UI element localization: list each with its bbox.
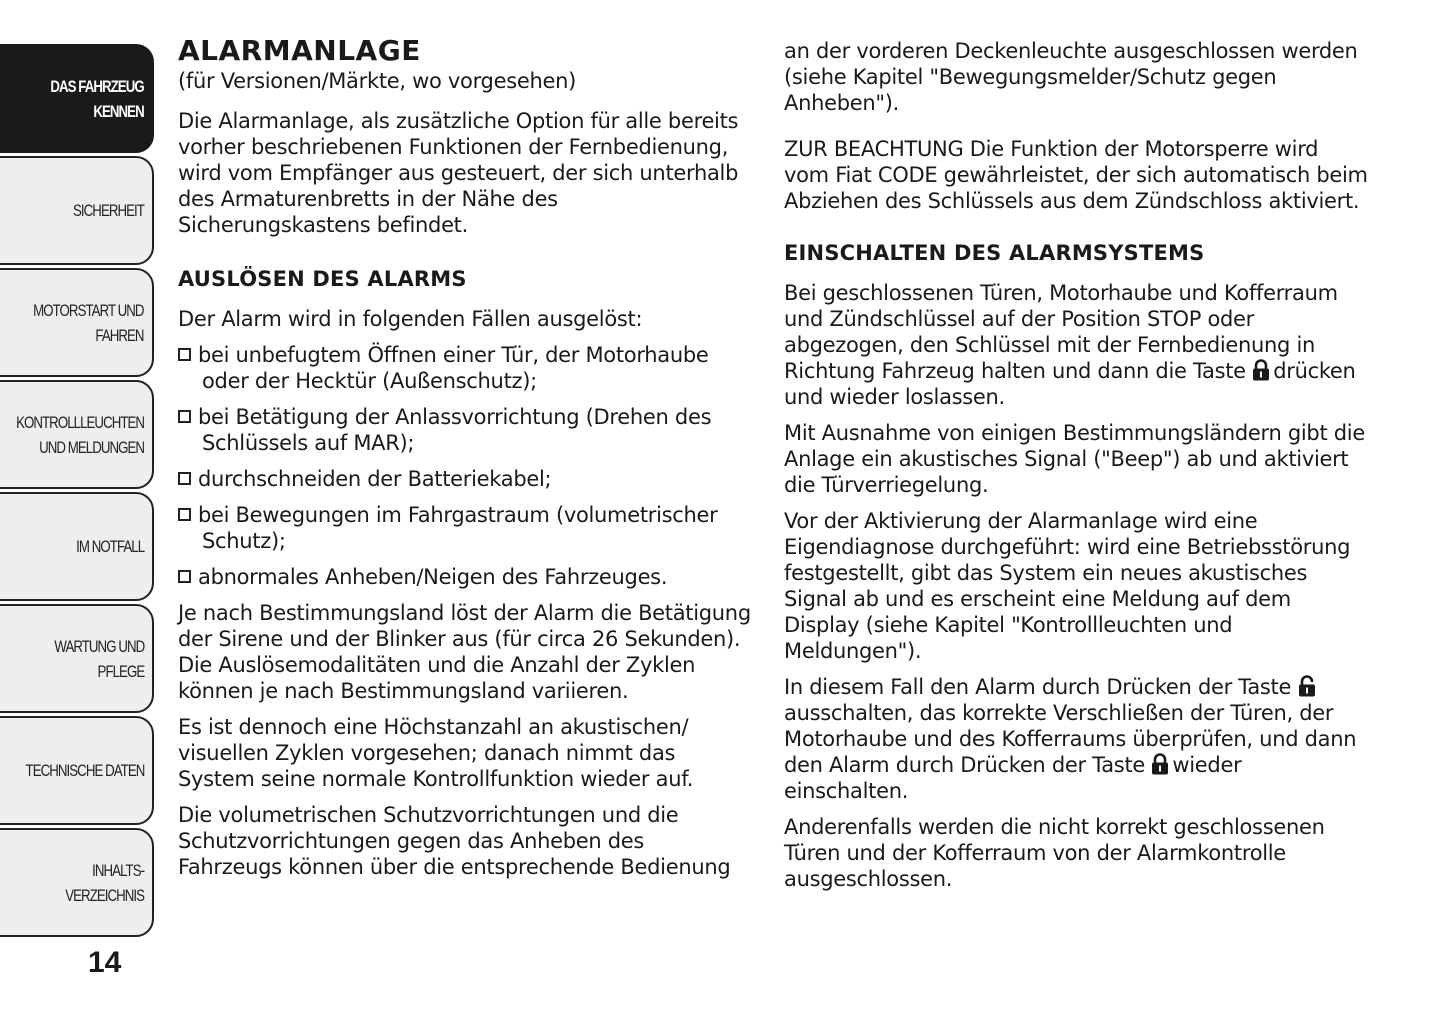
paragraph-continuation: an der vorderen Deckenleuchte ausgeschlossen werden (siehe Kapitel "Bewegungsmelder/Schutz gegen Anheben"). (784, 39, 1358, 115)
tab-kontrollleuchten[interactable] (0, 380, 154, 489)
paragraph-fault-case (784, 674, 1369, 804)
list-item-text: bei unbefugtem Öffnen einer Tür, der Motorhaube oder der Hecktür (Außenschutz); (198, 343, 709, 393)
trigger-list (178, 342, 753, 590)
list-item (178, 466, 753, 492)
tab-technische-daten[interactable] (0, 716, 154, 825)
checkbox-bullet-icon (178, 472, 191, 485)
tab-label: TECHNISCHE DATEN (25, 761, 144, 780)
note-paragraph: ZUR BEACHTUNG Die Funktion der Motorsperre wird vom Fiat CODE gewährleistet, der sich automatisch beim Abziehen des Schlüssels aus dem Zündschloss aktiviert. (784, 137, 1368, 213)
tab-label: SICHERHEIT (73, 201, 144, 220)
text-span: ausschalten, das korrekte Verschließen der Türen, der Motorhaube und des Kofferraums überprüfen, und dann den Alarm durch Drücken der Taste (784, 701, 1357, 777)
checkbox-bullet-icon (178, 508, 191, 521)
page-title: ALARMANLAGE (178, 34, 421, 67)
list-item (178, 404, 753, 456)
text-span: drücken und wieder loslassen. (784, 359, 1356, 409)
text-span: In diesem Fall den Alarm durch Drücken der Taste (784, 675, 1292, 699)
paragraph-siren: Je nach Bestimmungsland löst der Alarm die Betätigung der Sirene und der Blinker aus (für circa 26 Sekunden). Die Auslösemodalitäten und die Anzahl der Zyklen können je nach Bestimmungsland variieren. (178, 601, 751, 703)
tab-label: DAS FAHRZEUG KENNEN (50, 76, 144, 121)
lock-closed-icon (1151, 753, 1169, 775)
tab-label: INHALTS- VERZEICHNIS (65, 860, 144, 905)
paragraph-max-cycles: Es ist dennoch eine Höchstanzahl an akustischen/ visuellen Zyklen vorgesehen; danach nimmt das System seine normale Kontrollfunktion wieder auf. (178, 715, 694, 791)
list-item (178, 564, 753, 590)
tab-label: WARTUNG UND PFLEGE (54, 636, 144, 681)
checkbox-bullet-icon (178, 348, 191, 361)
list-item-text: durchschneiden der Batteriekabel; (198, 467, 552, 491)
paragraph-self-diagnosis: Vor der Aktivierung der Alarmanlage wird eine Eigendiagnose durchgeführt: wird eine Betriebsstörung festgestellt, gibt das System ein neues akustisches Signal ab und es erscheint eine Meldung auf dem Display (siehe Kapitel "Kontrollleuchten und Meldungen"). (784, 509, 1351, 663)
tab-label: KONTROLLLEUCHTEN UND MELDUNGEN (16, 412, 144, 457)
tab-wartung-und-pflege[interactable] (0, 604, 154, 713)
page-number: 14 (88, 946, 122, 979)
tab-sicherheit[interactable] (0, 156, 154, 265)
lock-closed-icon (1252, 359, 1270, 381)
tab-im-notfall[interactable] (0, 492, 154, 601)
tab-inhaltsverzeichnis[interactable] (0, 828, 154, 937)
page-subtitle: (für Versionen/Märkte, wo vorgesehen) (178, 69, 577, 93)
section-heading-alarm-trigger: AUSLÖSEN DES ALARMS (178, 267, 467, 291)
trigger-lead: Der Alarm wird in folgenden Fällen ausgelöst: (178, 307, 643, 331)
list-item-text: bei Betätigung der Anlassvorrichtung (Drehen des Schlüssels auf MAR); (198, 405, 712, 455)
paragraph-activation (784, 280, 1369, 410)
tab-label: MOTORSTART UND FAHREN (33, 300, 144, 345)
left-column (178, 36, 753, 890)
checkbox-bullet-icon (178, 410, 191, 423)
list-item-text: bei Bewegungen im Fahrgastraum (volumetrischer Schutz); (198, 503, 718, 553)
list-item (178, 342, 753, 394)
section-heading-activation: EINSCHALTEN DES ALARMSYSTEMS (784, 241, 1205, 265)
checkbox-bullet-icon (178, 570, 191, 583)
paragraph-beep: Mit Ausnahme von einigen Bestimmungsländern gibt die Anlage ein akustisches Signal ("Beep") ab und aktiviert die Türverriegelung. (784, 421, 1365, 497)
text-span: wieder einschalten. (784, 753, 1242, 803)
paragraph-volumetric: Die volumetrischen Schutzvorrichtungen und die Schutzvorrichtungen gegen das Anheben des Fahrzeugs können über die entsprechende Bedienung (178, 803, 731, 879)
paragraph-otherwise: Anderenfalls werden die nicht korrekt geschlossenen Türen und der Kofferraum von der Alarmkontrolle ausgeschlossen. (784, 815, 1325, 891)
text-span: Bei geschlossenen Türen, Motorhaube und Kofferraum und Zündschlüssel auf der Position STOP oder abgezogen, den Schlüssel mit der Fernbedienung in Richtung Fahrzeug halten und dann die Taste (784, 281, 1338, 383)
list-item (178, 502, 753, 554)
list-item-text: abnormales Anheben/Neigen des Fahrzeuges. (198, 565, 668, 589)
tab-label: IM NOTFALL (75, 537, 144, 556)
tab-motorstart-und-fahren[interactable] (0, 268, 154, 377)
lock-open-icon (1298, 675, 1316, 697)
right-column (784, 38, 1369, 902)
tab-das-fahrzeug-kennen[interactable] (0, 44, 154, 153)
intro-paragraph: Die Alarmanlage, als zusätzliche Option für alle bereits vorher beschriebenen Funktionen der Fernbedienung, wird vom Empfänger aus gesteuert, der sich unterhalb des Armaturenbretts in der Nähe des Sicherungskastens befindet. (178, 109, 739, 237)
